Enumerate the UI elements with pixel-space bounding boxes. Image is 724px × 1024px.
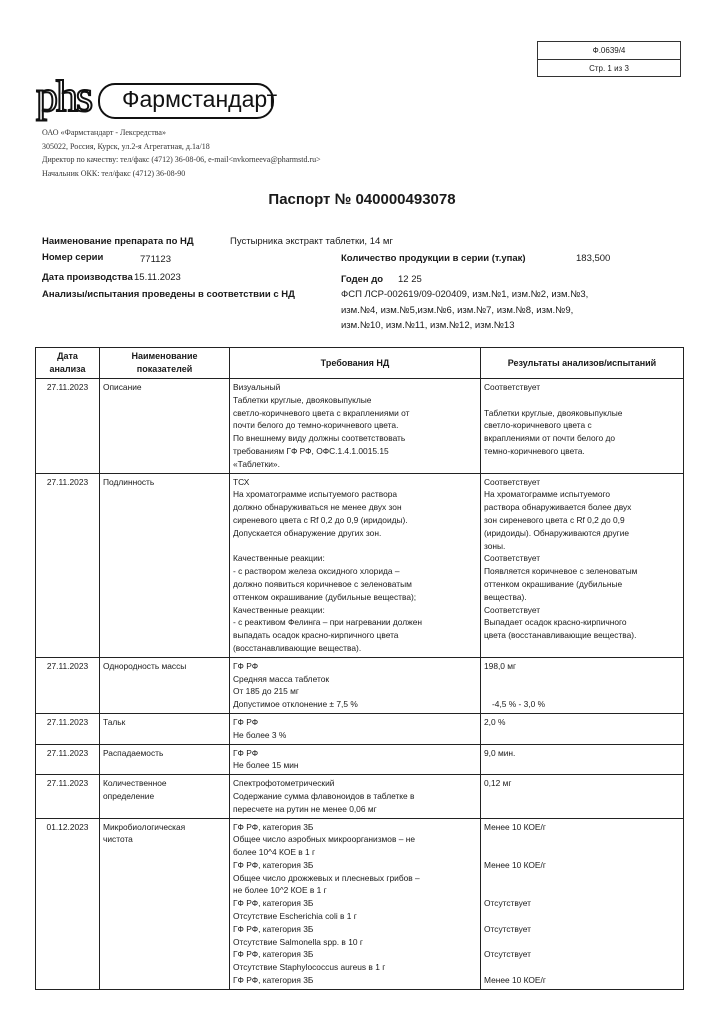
table-row [36, 818, 684, 989]
result-cell [481, 379, 684, 474]
requirement-cell [230, 818, 481, 989]
header-results: Результаты анализов/испытаний [481, 348, 684, 379]
indicator-name [100, 818, 230, 989]
result-line: 9,0 мин. [484, 747, 516, 758]
series-label: Номер серии [42, 252, 104, 263]
result-line: Менее 10 КОЕ/г [484, 975, 546, 986]
result-line: зоны. [484, 540, 506, 551]
result-line: -4,5 % - 3,0 % [492, 699, 546, 710]
company-name: ОАО «Фармстандарт - Лексредства» [42, 128, 166, 137]
header-requirements: Требования НД [230, 348, 481, 379]
requirement-line: Отсутствие Staphylococcus aureus в 1 г [233, 962, 386, 973]
expiry-value: 12 25 [398, 274, 422, 285]
production-date-label: Дата производства [42, 272, 133, 283]
indicator-line: чистота [103, 834, 133, 845]
requirement-cell [230, 744, 481, 775]
result-line: Отсутствует [484, 949, 531, 960]
requirement-cell [230, 775, 481, 818]
result-cell [481, 657, 684, 713]
indicator-line: Микробиологическая [103, 821, 186, 832]
document-title: Паспорт № 040000493078 [268, 191, 456, 208]
result-line: 198,0 мг [484, 660, 517, 671]
requirement-line: По внешнему виду должны соответствовать [233, 433, 406, 444]
indicator-name [100, 775, 230, 818]
requirement-line: должно обнаруживаться не менее двух зон [233, 502, 402, 513]
page-number: Стр. 1 из 3 [538, 59, 680, 77]
form-code: Ф.0639/4 [592, 46, 626, 55]
logo-text: Фармстандарт [122, 86, 278, 112]
requirement-line: Качественные реакции: [233, 604, 325, 615]
result-line [484, 394, 680, 407]
requirement-line: Допускается обнаружение других зон. [233, 527, 382, 538]
requirement-line: «Таблетки». [233, 458, 280, 469]
requirement-line: Средняя масса таблеток [233, 673, 330, 684]
requirement-line: Отсутствие Salmonella spp. в 10 г [233, 936, 363, 947]
analysis-date: 27.11.2023 [36, 713, 100, 744]
requirement-line: ГФ РФ [233, 747, 259, 758]
result-line [484, 685, 680, 698]
result-line [484, 833, 680, 846]
requirement-line: Допустимое отклонение ± 7,5 % [233, 699, 358, 710]
requirement-line: светло-коричневого цвета с вкраплениями от [233, 407, 410, 418]
result-line [484, 803, 680, 816]
requirement-line: (восстанавливающие вещества). [233, 642, 362, 653]
quantity-value: 183,500 [576, 253, 611, 264]
result-line [484, 790, 680, 803]
requirement-line: ТСХ [233, 476, 250, 487]
requirement-line: Спектрофотометрический [233, 778, 335, 789]
okk-head-contact: Начальник ОКК: тел/факс (4712) 36-08-90 [42, 168, 186, 178]
nd-line: изм.№10, изм.№11, изм.№12, изм.№13 [341, 320, 515, 331]
result-line: Менее 10 КОЕ/г [484, 821, 546, 832]
company-info [42, 126, 321, 180]
requirement-line: ГФ РФ, категория 3Б [233, 949, 314, 960]
requirement-line: На хроматограмме испытуемого раствора [233, 489, 398, 500]
requirement-line: Содержание сумма флавоноидов в таблетке в [233, 790, 415, 801]
header-indicator: Наименование показателей [100, 348, 230, 379]
indicator-name [100, 473, 230, 657]
table-row [36, 744, 684, 775]
series-value: 771123 [140, 254, 171, 265]
production-date-value: 15.11.2023 [134, 272, 181, 283]
indicator-name [100, 657, 230, 713]
result-line [484, 884, 680, 897]
requirement-line: ГФ РФ, категория 3Б [233, 923, 314, 934]
indicator-line: определение [103, 790, 155, 801]
requirement-cell [230, 657, 481, 713]
result-line: Соответствует [484, 604, 541, 615]
requirement-cell [230, 473, 481, 657]
result-line: светло-коричневого цвета с [484, 420, 592, 431]
company-logo [36, 72, 278, 121]
result-line: цвета (восстанавливающие вещества). [484, 630, 637, 641]
company-address: 305022, Россия, Курск, ул.2-я Агрегатная, д.1а/18 [42, 141, 210, 151]
result-line [484, 846, 680, 859]
requirement-cell [230, 379, 481, 474]
indicator-line: Описание [103, 382, 142, 392]
table-row [36, 775, 684, 818]
requirement-line: Не более 15 мин [233, 760, 299, 771]
result-line: оттенком окрашивание (дубильные [484, 578, 623, 589]
result-line: Появляется коричневое с зеленоватым [484, 566, 638, 577]
requirement-line: Качественные реакции: [233, 553, 325, 564]
nd-label: Анализы/испытания проведены в соответствии с НД [42, 289, 295, 300]
result-line: темно-коричневого цвета. [484, 445, 585, 456]
requirement-line: Таблетки круглые, двояковыпуклые [233, 394, 372, 405]
analysis-results-table [35, 347, 684, 990]
result-line: зон сиреневого цвета с Rf 0,2 до 0,9 [484, 514, 625, 525]
requirement-line: выпадать осадок красно-кирпичного цвета [233, 630, 399, 641]
product-name-label: Наименование препарата по НД [42, 236, 194, 247]
indicator-line: Количественное [103, 778, 167, 789]
nd-references [341, 287, 621, 334]
result-line [484, 910, 680, 923]
requirement-line: сиреневого цвета с Rf 0,2 до 0,9 (иридоиды). [233, 514, 408, 525]
nd-line: ФСП ЛСР-002619/09-020409, изм.№1, изм.№2, изм.№3, [341, 289, 589, 300]
result-line: раствора обнаруживается более двух [484, 502, 632, 513]
requirement-line: должно появиться коричневое с зеленоватым [233, 578, 412, 589]
analysis-date: 27.11.2023 [36, 775, 100, 818]
result-line: 2,0 % [484, 716, 506, 727]
result-line [484, 673, 680, 686]
requirement-line: - с раствором железа оксидного хлорида – [233, 566, 400, 577]
requirement-line: Отсутствие Escherichia coli в 1 г [233, 911, 357, 922]
analysis-date: 27.11.2023 [36, 473, 100, 657]
requirement-line [233, 540, 477, 553]
result-line: На хроматограмме испытуемого [484, 489, 611, 500]
result-line: 0,12 мг [484, 778, 512, 789]
result-line: Соответствует [484, 553, 541, 564]
requirement-line: пересчете на рутин не менее 0,06 мг [233, 803, 377, 814]
requirement-line: не более 10^2 КОЕ в 1 г [233, 885, 327, 896]
indicator-name [100, 713, 230, 744]
quality-director-contact: Директор по качеству: тел/факс (4712) 36-08-06, e-mail<nvkorneeva@pharmstd.ru> [42, 155, 321, 164]
requirement-line: Общее число аэробных микроорганизмов – не [233, 834, 416, 845]
table-header-row [36, 348, 684, 379]
requirement-line: От 185 до 215 мг [233, 686, 299, 697]
requirement-line: ГФ РФ, категория 3Б [233, 975, 314, 986]
result-line: Выпадает осадок красно-кирпичного [484, 617, 627, 628]
requirement-line: более 10^4 КОЕ в 1 г [233, 847, 316, 858]
requirement-line: ГФ РФ [233, 716, 259, 727]
result-line [484, 729, 680, 742]
result-line: вещества). [484, 591, 527, 602]
indicator-line: Однородность массы [103, 660, 187, 671]
result-line: (иридоиды). Обнаруживаются другие [484, 527, 630, 538]
result-cell [481, 775, 684, 818]
header-date: Дата анализа [36, 348, 100, 379]
result-cell [481, 713, 684, 744]
requirement-line: Не более 3 % [233, 729, 287, 740]
table-row [36, 379, 684, 474]
indicator-line: Подлинность [103, 476, 155, 487]
result-cell [481, 818, 684, 989]
table-row [36, 713, 684, 744]
analysis-date: 27.11.2023 [36, 379, 100, 474]
result-line [484, 759, 680, 772]
result-line [484, 936, 680, 949]
analysis-date: 27.11.2023 [36, 744, 100, 775]
requirement-line: Визуальный [233, 382, 281, 392]
result-line [484, 642, 680, 655]
table-row [36, 473, 684, 657]
requirement-line: ГФ РФ, категория 3Б [233, 821, 314, 832]
expiry-label: Годен до [341, 274, 384, 285]
result-line: Соответствует [484, 382, 541, 392]
requirement-line: почти белого до темно-коричневого цвета. [233, 420, 399, 431]
result-line [484, 961, 680, 974]
product-name-value: Пустырника экстракт таблетки, 14 мг [230, 236, 393, 247]
result-line: Соответствует [484, 476, 541, 487]
result-line [484, 458, 680, 471]
logo-mark: phs [36, 72, 92, 121]
result-line [484, 872, 680, 885]
result-line: Отсутствует [484, 898, 531, 909]
result-line: Менее 10 КОЕ/г [484, 859, 546, 870]
requirement-line: - с реактивом Фелинга – при нагревании должен [233, 617, 423, 628]
quantity-label: Количество продукции в серии (т.упак) [341, 253, 526, 264]
requirement-line: ГФ РФ, категория 3Б [233, 859, 314, 870]
result-cell [481, 473, 684, 657]
nd-line: изм.№4, изм.№5,изм.№6, изм.№7, изм.№8, изм.№9, [341, 304, 574, 316]
analysis-date: 27.11.2023 [36, 657, 100, 713]
requirement-line: оттенком окрашивание (дубильные вещества); [233, 591, 417, 602]
requirement-cell [230, 713, 481, 744]
table-row [36, 657, 684, 713]
result-line: Таблетки круглые, двояковыпуклые [484, 407, 623, 418]
indicator-line: Тальк [103, 716, 126, 727]
requirement-line: требованиям ГФ РФ, ОФС.1.4.1.0015.15 [233, 445, 389, 456]
analysis-date: 01.12.2023 [36, 818, 100, 989]
indicator-name [100, 744, 230, 775]
requirement-line: Общее число дрожжевых и плесневых грибов – [233, 872, 420, 883]
result-line: вкраплениями от почти белого до [484, 433, 616, 444]
result-cell [481, 744, 684, 775]
requirement-line: ГФ РФ, категория 3Б [233, 898, 314, 909]
requirement-line: ГФ РФ [233, 660, 259, 671]
indicator-line: Распадаемость [103, 747, 164, 758]
result-line: Отсутствует [484, 923, 531, 934]
indicator-name [100, 379, 230, 474]
form-code-box [537, 41, 681, 77]
